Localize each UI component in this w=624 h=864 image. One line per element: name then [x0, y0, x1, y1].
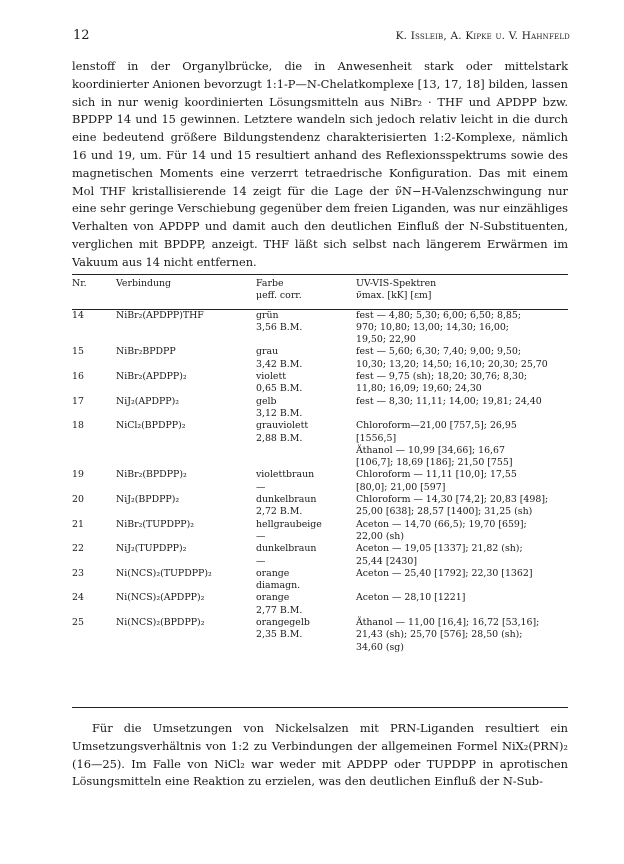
- cell-farbe: [256, 494, 356, 519]
- spektren-line: Aceton — 28,10 [1221]: [356, 592, 466, 604]
- table-row: [72, 494, 568, 519]
- header-spektren-label: UV-VIS-Spektren: [356, 278, 437, 289]
- spektren-line: Äthanol — 11,00 [16,4]; 16,72 [53,16];: [356, 617, 540, 629]
- cell-spektren: [356, 346, 568, 371]
- spektren-line: Aceton — 19,05 [1337]; 21,82 (sh);: [356, 543, 523, 555]
- cell-nr: 21: [72, 518, 84, 530]
- cell-nr: 19: [72, 469, 84, 481]
- cell-spektren: [356, 568, 568, 593]
- cell-spektren: [356, 371, 568, 396]
- cell-spektren: [356, 592, 568, 617]
- spektren-line: Aceton — 14,70 (66,5); 19,70 [659];: [356, 518, 527, 530]
- farbe-color: grauviolett: [256, 420, 309, 432]
- cell-spektren: [356, 396, 568, 421]
- spektren-line: Äthanol — 10,99 [34,66]; 16,67: [356, 444, 505, 456]
- running-head: K. Issleib, A. Kipke u. V. Hahnfeld: [395, 30, 570, 42]
- table-row: [72, 396, 568, 421]
- farbe-moment: 3,42 B.M.: [256, 358, 303, 370]
- cell-farbe: [256, 469, 356, 494]
- farbe-moment: 2,88 B.M.: [256, 432, 303, 444]
- spektren-line: [1556,5]: [356, 432, 397, 444]
- spektren-line: 34,60 (sg): [356, 641, 404, 653]
- table-row: [72, 469, 568, 494]
- farbe-moment: —: [256, 555, 266, 567]
- farbe-color: violett: [256, 371, 287, 383]
- farbe-moment: 2,35 B.M.: [256, 629, 303, 641]
- cell-farbe: [256, 543, 356, 568]
- cell-verbindung: NiBr₂(APDPP)THF: [116, 309, 204, 321]
- cell-farbe: [256, 396, 356, 421]
- farbe-moment: 3,12 B.M.: [256, 407, 303, 419]
- spektren-line: 10,30; 13,20; 14,50; 16,10; 20,30; 25,70: [356, 358, 548, 370]
- cell-farbe: [256, 568, 356, 593]
- cell-verbindung: Ni(NCS)₂(BPDPP)₂: [116, 617, 205, 629]
- spektren-line: 25,44 [2430]: [356, 555, 417, 567]
- spektren-line: [80,0]; 21,00 [597]: [356, 481, 446, 493]
- farbe-color: violettbraun: [256, 469, 315, 481]
- page-number: 12: [73, 28, 90, 43]
- farbe-color: gelb: [256, 395, 277, 407]
- cell-spektren: [356, 494, 568, 519]
- header-farbe-label: Farbe: [256, 278, 284, 289]
- spektren-line: 970; 10,80; 13,00; 14,30; 16,00;: [356, 321, 509, 333]
- table-bottom-rule: [72, 707, 568, 708]
- table-row: [72, 420, 568, 469]
- spektren-line: Aceton — 25,40 [1792]; 22,30 [1362]: [356, 567, 533, 579]
- spektren-line: [106,7]; 18,69 [186]; 21,50 [755]: [356, 457, 513, 469]
- farbe-moment: 0,65 B.M.: [256, 383, 303, 395]
- outro-paragraph: Für die Umsetzungen von Nickelsalzen mit PRN-Liganden resultiert ein Umsetzungsverhältnis von 1:2 zu Verbindungen der allgemeinen Formel NiX₂(PRN)₂ (16—25). Im Falle von NiCl₂ war weder mit APDPP oder TUPDPP in aprotischen Lösungsmitteln eine Reaktion zu erzielen, was den deutlichen Einfluß der N-Sub-: [72, 721, 568, 789]
- farbe-moment: 2,72 B.M.: [256, 506, 303, 518]
- cell-verbindung: NiCl₂(BPDPP)₂: [116, 420, 186, 432]
- farbe-color: dunkelbraun: [256, 543, 317, 555]
- cell-farbe: [256, 303, 356, 347]
- spektren-line: 25,00 [638]; 28,57 [1400]; 31,25 (sh): [356, 506, 533, 518]
- table-top-rule: [72, 274, 568, 275]
- intro-paragraph: lenstoff in der Organylbrücke, die in Anwesenheit stark oder mittelstark koordinierter Anionen bevorzugt 1:1-P—N-Chelatkomplexe [13, 17, 18] bilden, lassen sich in nur wenig koordinierten Lösungsmitteln aus NiBr₂ · THF und APDPP bzw. BPDPP 14 und 15 gewinnen. Letztere wandeln sich jedoch relativ leicht in die durch eine bedeutend größere Bildungstendenz charakterisierten 1:2-Komplexe, nämlich 16 und 19, um. Für 14 und 15 resultiert anhand des Reflexionsspektrums sowie des magnetischen Moments eine verzerrt tetraedrische Konfiguration. Das mit einem Mol THF kristallisierende 14 zeigt für die Lage der ν̃N−H-Valenzschwingung nur eine sehr geringe Verschiebung gegenüber dem freien Liganden, was nur einzähliges Verhalten von APDPP und damit auch den deutlichen Einfluß der N-Substituenten, verglichen mit BPDPP, anzeigt. THF läßt sich selbst nach längerem Erwärmen im Vakuum aus 14 nicht entfernen.: [72, 59, 568, 269]
- table-row: [72, 519, 568, 544]
- cell-nr: 25: [72, 617, 84, 629]
- farbe-moment: —: [256, 530, 266, 542]
- farbe-moment: 3,56 B.M.: [256, 321, 303, 333]
- spektren-line: fest — 4,80; 5,30; 6,00; 6,50; 8,85;: [356, 309, 522, 321]
- cell-farbe: [256, 617, 356, 654]
- farbe-color: grün: [256, 309, 279, 321]
- cell-farbe: [256, 371, 356, 396]
- cell-spektren: [356, 519, 568, 544]
- cell-nr: 23: [72, 567, 84, 579]
- farbe-moment: diamagn.: [256, 580, 301, 592]
- cell-farbe: [256, 519, 356, 544]
- table-row: [72, 371, 568, 396]
- cell-nr: 14: [72, 309, 84, 321]
- spektren-line: Chloroform—21,00 [757,5]; 26,95: [356, 420, 517, 432]
- cell-verbindung: NiBr₂(TUPDPP)₂: [116, 518, 194, 530]
- cell-nr: 16: [72, 371, 84, 383]
- table-row: [72, 543, 568, 568]
- farbe-color: orange: [256, 592, 290, 604]
- cell-verbindung: NiBr₂(BPDPP)₂: [116, 469, 187, 481]
- cell-nr: 24: [72, 592, 84, 604]
- cell-verbindung: NiJ₂(BPDPP)₂: [116, 494, 180, 506]
- farbe-color: orange: [256, 567, 290, 579]
- header-spektren-sub: ν̃max. [kK] [εm]: [356, 290, 432, 302]
- cell-spektren: [356, 303, 568, 347]
- farbe-moment: —: [256, 481, 266, 493]
- cell-nr: 17: [72, 395, 84, 407]
- cell-spektren: [356, 617, 568, 654]
- spektren-line: Chloroform — 14,30 [74,2]; 20,83 [498];: [356, 494, 549, 506]
- cell-nr: 15: [72, 346, 84, 358]
- header-verbindung: Verbindung: [116, 278, 172, 289]
- table-row: [72, 617, 568, 654]
- table-row: [72, 568, 568, 593]
- header-spektren: [356, 278, 568, 303]
- spektren-line: 21,43 (sh); 25,70 [576]; 28,50 (sh);: [356, 629, 523, 641]
- spektren-line: 11,80; 16,09; 19,60; 24,30: [356, 383, 482, 395]
- farbe-moment: 2,77 B.M.: [256, 604, 303, 616]
- cell-spektren: [356, 420, 568, 469]
- cell-verbindung: NiBr₂BPDPP: [116, 346, 176, 358]
- compound-table: [72, 278, 568, 654]
- table-row: [72, 592, 568, 617]
- cell-farbe: [256, 420, 356, 469]
- spektren-line: Chloroform — 11,11 [10,0]; 17,55: [356, 469, 517, 481]
- farbe-color: hellgraubeige: [256, 518, 322, 530]
- spektren-line: fest — 5,60; 6,30; 7,40; 9,00; 9,50;: [356, 346, 522, 358]
- cell-verbindung: NiJ₂(APDPP)₂: [116, 395, 180, 407]
- cell-verbindung: NiBr₂(APDPP)₂: [116, 371, 187, 383]
- spektren-line: fest — 8,30; 11,11; 14,00; 19,81; 24,40: [356, 395, 542, 407]
- farbe-color: dunkelbraun: [256, 494, 317, 506]
- cell-verbindung: NiJ₂(TUPDPP)₂: [116, 543, 187, 555]
- spektren-line: 22,00 (sh): [356, 530, 404, 542]
- table-header-row: [72, 278, 568, 303]
- spektren-line: 19,50; 22,90: [356, 334, 416, 346]
- header-nr: Nr.: [72, 278, 87, 289]
- header-farbe: [256, 278, 356, 303]
- cell-farbe: [256, 346, 356, 371]
- cell-spektren: [356, 469, 568, 494]
- header-farbe-sub: μeff. corr.: [256, 290, 302, 302]
- farbe-color: grau: [256, 346, 279, 358]
- table-row: [72, 303, 568, 347]
- cell-verbindung: Ni(NCS)₂(APDPP)₂: [116, 592, 205, 604]
- cell-spektren: [356, 543, 568, 568]
- cell-farbe: [256, 592, 356, 617]
- cell-nr: 18: [72, 420, 84, 432]
- cell-nr: 22: [72, 543, 84, 555]
- cell-verbindung: Ni(NCS)₂(TUPDPP)₂: [116, 567, 212, 579]
- farbe-color: orangegelb: [256, 617, 310, 629]
- table-row: [72, 346, 568, 371]
- cell-nr: 20: [72, 494, 84, 506]
- spektren-line: fest — 9,75 (sh); 18,20; 30,76; 8,30;: [356, 371, 528, 383]
